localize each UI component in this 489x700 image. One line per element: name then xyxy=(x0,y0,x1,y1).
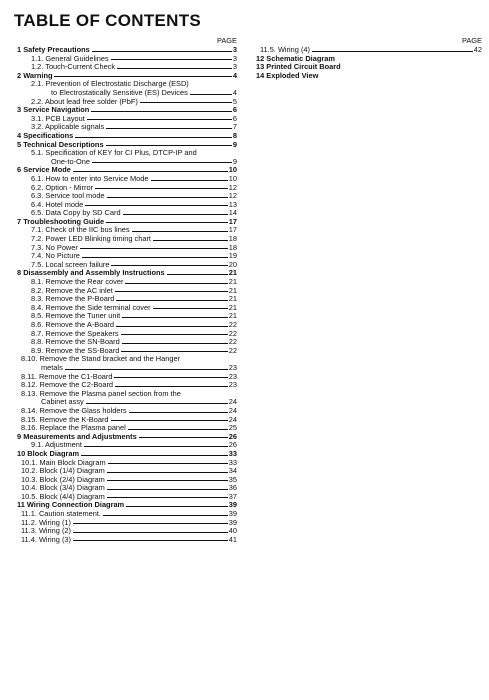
toc-entry-number: 10.1. xyxy=(21,457,38,467)
leader-line xyxy=(153,308,228,309)
toc-entry-page: 21 xyxy=(228,268,237,278)
toc-entry-text: Exploded View xyxy=(266,70,319,80)
leader-line xyxy=(129,412,228,413)
leader-line xyxy=(54,76,231,77)
toc-entry-page: 36 xyxy=(228,483,237,493)
toc-entry-number: 7.3. xyxy=(31,242,44,252)
leader-line xyxy=(312,51,473,52)
leader-line xyxy=(92,51,232,52)
toc-entry-page: 24 xyxy=(228,397,237,407)
toc-entry-page: 37 xyxy=(228,491,237,501)
toc-entry xyxy=(17,536,237,545)
leader-line xyxy=(107,489,228,490)
toc-entry-page: 6 xyxy=(232,105,237,115)
toc-entry-text: Option - Mirror xyxy=(45,182,94,192)
toc-entry-number: 8.16. xyxy=(21,423,38,433)
toc-entry-number: 9 xyxy=(17,431,22,441)
toc-entry-text: Touch-Current Check xyxy=(45,62,116,72)
toc-entry-page: 4 xyxy=(232,70,237,80)
leader-line xyxy=(103,515,228,516)
leader-line xyxy=(107,197,228,198)
toc-entry-page: 22 xyxy=(228,337,237,347)
toc-entry-page: 21 xyxy=(228,294,237,304)
toc-entry-text: Remove the Tuner unit xyxy=(45,311,121,321)
leader-line xyxy=(95,188,228,189)
toc-entry-text: Technical Descriptions xyxy=(23,139,104,149)
leader-line xyxy=(121,351,227,352)
toc-entry-page: 20 xyxy=(228,259,237,269)
toc-entry-page: 21 xyxy=(228,285,237,295)
toc-entry-page: 39 xyxy=(228,500,237,510)
toc-entry-text: Remove the SN-Board xyxy=(45,337,120,347)
toc-entry-text: Service Mode xyxy=(23,165,71,175)
toc-entry-page: 10 xyxy=(228,165,237,175)
toc-entry-page: 6 xyxy=(232,113,237,123)
leader-line xyxy=(140,102,232,103)
toc-entry-text: About lead free solder (PbF) xyxy=(44,96,138,106)
toc-entry-page: 39 xyxy=(228,517,237,527)
toc-entry-text: Troubleshooting Guide xyxy=(23,216,105,226)
toc-entry-number: 8.7. xyxy=(31,328,44,338)
toc-entry-number: 8.8. xyxy=(31,337,44,347)
toc-entry-page: 24 xyxy=(228,414,237,424)
toc-entry-number: 7.4. xyxy=(31,251,44,261)
toc-entry-page: 40 xyxy=(228,526,237,536)
toc-entry-page: 42 xyxy=(473,45,482,54)
toc-entry-number: 8.1. xyxy=(31,277,44,287)
toc-entry-number: 7.1. xyxy=(31,225,44,235)
toc-entry-title: Prevention of Electrostatic Discharge (ESD) xyxy=(45,79,189,89)
toc-entry-text: Printed Circuit Board xyxy=(266,62,341,72)
leader-line xyxy=(81,455,228,456)
toc-entry-line xyxy=(17,149,237,158)
toc-entry-page: 24 xyxy=(228,405,237,415)
toc-entry-page: 22 xyxy=(228,320,237,329)
toc-entry-title: Remove the Plasma panel section from the xyxy=(39,388,181,398)
leader-line xyxy=(116,326,228,327)
toc-entry-text: Replace the Plasma panel xyxy=(39,423,126,433)
toc-entry-number: 6.5. xyxy=(31,208,44,218)
toc-entry-continuation: to Electrostatically Sensitive (ES) Devices xyxy=(51,87,188,97)
leader-line xyxy=(86,403,228,404)
leader-line xyxy=(82,257,228,258)
toc-entry-text: No Picture xyxy=(45,251,80,261)
toc-entry-number: 11 xyxy=(17,500,25,510)
leader-line xyxy=(106,222,228,223)
toc-entry-page: 25 xyxy=(228,423,237,433)
toc-entry-text: Remove the P-Board xyxy=(45,294,115,304)
leader-line xyxy=(106,145,232,146)
toc-entry-number: 11.5. xyxy=(260,45,276,54)
leader-line xyxy=(190,94,232,95)
toc-entry-text: Wiring (1) xyxy=(38,517,71,527)
toc-entry-text: Remove the Rear cover xyxy=(45,277,124,287)
leader-line xyxy=(75,137,232,138)
toc-entry-text: Remove the A-Board xyxy=(45,320,114,329)
toc-entry-text: Block (2/4) Diagram xyxy=(39,474,105,484)
toc-entry-page: 26 xyxy=(228,440,237,450)
toc-entry-number: 10.2. xyxy=(21,466,38,476)
toc-entry-number: 11.1. xyxy=(21,509,37,519)
toc-entry-number: 12 xyxy=(256,53,265,63)
toc-entry-page: 21 xyxy=(228,302,237,312)
toc-entry-text: Service Navigation xyxy=(23,105,90,115)
leader-line xyxy=(123,214,228,215)
toc-entry-number: 5.1. xyxy=(31,148,44,158)
toc-entry-text: Schematic Diagram xyxy=(266,53,335,63)
toc-entry-number: 3.1. xyxy=(31,113,44,123)
toc-entry-page: 8 xyxy=(232,130,237,140)
toc-entry-text: Remove the C1-Board xyxy=(38,371,113,381)
toc-list-right xyxy=(256,46,482,80)
toc-section xyxy=(256,72,482,81)
leader-line xyxy=(153,240,228,241)
toc-entry-page: 33 xyxy=(228,448,237,458)
toc-entry-text: Remove the C2-Board xyxy=(39,380,114,390)
toc-entry-number: 8.9. xyxy=(31,345,44,355)
leader-line xyxy=(87,119,232,120)
toc-entry-text: No Power xyxy=(45,242,78,252)
toc-entry-page: 17 xyxy=(228,225,237,235)
toc-entry-text: Block Diagram xyxy=(27,448,80,458)
leader-line xyxy=(107,497,228,498)
toc-entry-text: Warning xyxy=(23,70,53,80)
page-column-header: PAGE xyxy=(462,36,482,45)
toc-entry-page: 13 xyxy=(228,199,237,209)
toc-entry-number: 13 xyxy=(256,62,265,72)
leader-line xyxy=(117,68,232,69)
toc-entry-number: 6.1. xyxy=(31,173,44,183)
toc-entry-text: Power LED Blinking timing chart xyxy=(45,234,151,244)
toc-entry-continuation: metals xyxy=(41,362,63,372)
leader-line xyxy=(115,386,228,387)
leader-line xyxy=(107,480,228,481)
toc-entry-number: 9.1. xyxy=(31,440,44,450)
toc-entry-text: Remove the Speakers xyxy=(45,328,119,338)
toc-entry-page: 9 xyxy=(232,156,237,166)
toc-entry-text: Specifications xyxy=(23,130,74,140)
toc-entry-number: 11.3. xyxy=(21,526,37,536)
leader-line xyxy=(73,523,228,524)
toc-entry-number: 10.4. xyxy=(21,483,38,493)
toc-entry-text: Remove the Glass holders xyxy=(39,405,127,415)
toc-entry-text: Hotel mode xyxy=(45,199,84,209)
leader-line xyxy=(139,437,228,438)
leader-line xyxy=(80,248,228,249)
toc-entry-page: 19 xyxy=(228,251,237,261)
toc-entry-page: 18 xyxy=(228,242,237,252)
toc-entry-text: Remove the Side terminal cover xyxy=(45,302,151,312)
toc-entry-number: 1 xyxy=(17,45,22,54)
toc-entry-text: Adjustment xyxy=(44,440,82,450)
toc-entry-page: 9 xyxy=(232,139,237,149)
toc-entry-number: 3.2. xyxy=(31,122,44,132)
toc-entry-page: 12 xyxy=(228,191,237,201)
toc-entry-page: 22 xyxy=(228,345,237,355)
leader-line xyxy=(116,300,227,301)
toc-entry-text: Applicable signals xyxy=(44,122,105,132)
toc-entry-page: 14 xyxy=(228,208,237,218)
toc-entry-page: 5 xyxy=(232,96,237,106)
toc-entry-text: PCB Layout xyxy=(45,113,85,123)
leader-line xyxy=(167,274,228,275)
leader-line xyxy=(111,420,228,421)
toc-entry-text: Block (4/4) Diagram xyxy=(39,491,105,501)
toc-entry-number: 7.5. xyxy=(31,259,44,269)
toc-entry-number: 8.3. xyxy=(31,294,44,304)
toc-entry-text: Measurements and Adjustments xyxy=(23,431,137,441)
toc-entry-number: 7 xyxy=(17,216,22,226)
leader-line xyxy=(114,377,227,378)
toc-section-title xyxy=(256,72,318,81)
toc-entry-number: 10.5. xyxy=(21,491,38,501)
toc-entry-number: 7.2. xyxy=(31,234,44,244)
toc-entry-number: 8.6. xyxy=(31,320,44,329)
leader-line xyxy=(91,111,232,112)
leader-line xyxy=(151,180,228,181)
toc-entry-page: 34 xyxy=(228,466,237,476)
toc-entry-continuation: One-to-One xyxy=(51,156,91,166)
toc-right-column xyxy=(256,37,482,80)
toc-entry-page: 41 xyxy=(228,534,237,544)
toc-entry-page: 18 xyxy=(228,234,237,244)
toc-entry-number: 8.13. xyxy=(21,388,38,398)
toc-entry-text: Check of the IIC bus lines xyxy=(45,225,130,235)
leader-line xyxy=(121,334,228,335)
leader-line xyxy=(84,446,228,447)
toc-entry-page: 22 xyxy=(228,328,237,338)
toc-entry-number: 11.2. xyxy=(21,517,37,527)
toc-entry-number: 14 xyxy=(256,70,265,80)
toc-entry-number: 8.11. xyxy=(21,371,37,381)
toc-entry-number: 8.10. xyxy=(21,354,38,364)
leader-line xyxy=(73,171,228,172)
leader-line xyxy=(122,317,228,318)
toc-entry-number: 8.4. xyxy=(31,302,44,312)
toc-entry-number: 8 xyxy=(17,268,22,278)
toc-entry-text: Wiring Connection Diagram xyxy=(26,500,125,510)
leader-line xyxy=(73,532,228,533)
toc-entry-page: 26 xyxy=(228,431,237,441)
toc-entry-page: 4 xyxy=(232,87,237,97)
leader-line xyxy=(128,429,228,430)
toc-entry-number: 1.2. xyxy=(31,62,44,72)
toc-entry-number: 10.3. xyxy=(21,474,38,484)
toc-entry-page: 3 xyxy=(232,45,237,54)
toc-entry-number: 6 xyxy=(17,165,22,175)
toc-entry-number: 8.5. xyxy=(31,311,44,321)
toc-entry-page: 23 xyxy=(228,362,237,372)
toc-entry-title: Specification of KEY for CI Plus, DTCP-IP and xyxy=(45,148,197,158)
toc-entry-page: 3 xyxy=(232,53,237,63)
page-title: TABLE OF CONTENTS xyxy=(14,11,202,30)
toc-entry-number: 8.15. xyxy=(21,414,38,424)
leader-line xyxy=(126,506,228,507)
toc-entry-text: General Guidelines xyxy=(45,53,109,63)
toc-entry-page: 21 xyxy=(228,311,237,321)
toc-entry-text: Disassembly and Assembly Instructions xyxy=(23,268,165,278)
toc-entry-text: Remove the SS-Board xyxy=(45,345,120,355)
toc-entry-number: 8.2. xyxy=(31,285,44,295)
leader-line xyxy=(115,291,228,292)
toc-entry-number: 2 xyxy=(17,70,22,80)
leader-line xyxy=(111,59,232,60)
toc-entry-text: How to enter into Service Mode xyxy=(45,173,149,183)
toc-entry-number: 8.12. xyxy=(21,380,38,390)
toc-entry-text: Wiring (3) xyxy=(38,534,71,544)
toc-entry-page: 35 xyxy=(228,474,237,484)
toc-entry-page: 39 xyxy=(228,509,237,519)
toc-entry-text: Main Block Diagram xyxy=(39,457,106,467)
toc-entry-number: 4 xyxy=(17,130,22,140)
toc-entry-text: Service tool mode xyxy=(45,191,105,201)
leader-line xyxy=(111,265,227,266)
toc-list-left xyxy=(17,46,237,544)
toc-entry-number: 1.1. xyxy=(31,53,44,63)
leader-line xyxy=(85,205,228,206)
toc-entry-text: Block (3/4) Diagram xyxy=(39,483,105,493)
leader-line xyxy=(107,472,228,473)
toc-entry-page: 21 xyxy=(228,277,237,287)
leader-line xyxy=(122,343,228,344)
toc-entry-number: 5 xyxy=(17,139,22,149)
toc-entry-text: Remove the K-Board xyxy=(39,414,109,424)
toc-entry-page: 23 xyxy=(228,380,237,390)
toc-entry-number: 2.1. xyxy=(31,79,44,89)
toc-entry-number: 6.4. xyxy=(31,199,44,209)
toc-left-column xyxy=(17,37,237,544)
leader-line xyxy=(125,283,227,284)
toc-entry-text: Wiring (4) xyxy=(277,45,310,54)
leader-line xyxy=(106,128,232,129)
toc-entry-text: Block (1/4) Diagram xyxy=(39,466,105,476)
toc-entry-page: 12 xyxy=(228,182,237,192)
toc-entry-text: Remove the AC inlet xyxy=(45,285,113,295)
toc-entry-text: Local screen failure xyxy=(45,259,110,269)
leader-line xyxy=(65,369,228,370)
leader-line xyxy=(73,540,228,541)
toc-entry-page: 3 xyxy=(232,62,237,72)
toc-entry-title: Remove the Stand bracket and the Hanger xyxy=(39,354,181,364)
toc-entry-text: Data Copy by SD Card xyxy=(45,208,121,218)
leader-line xyxy=(132,231,228,232)
toc-entry-text: Safety Precautions xyxy=(23,45,90,54)
toc-entry-number: 6.2. xyxy=(31,182,44,192)
toc-entry-number: 2.2. xyxy=(31,96,44,106)
toc-entry-number: 3 xyxy=(17,105,22,115)
toc-entry-page: 17 xyxy=(228,216,237,226)
leader-line xyxy=(92,162,232,163)
toc-entry-continuation: Cabinet assy xyxy=(41,397,84,407)
toc-entry-page: 23 xyxy=(228,371,237,381)
leader-line xyxy=(108,463,228,464)
toc-entry-page: 33 xyxy=(228,457,237,467)
toc-entry-number: 6.3. xyxy=(31,191,44,201)
toc-entry-title xyxy=(21,536,71,545)
toc-entry-text: Wiring (2) xyxy=(38,526,71,536)
toc-entry-page: 7 xyxy=(232,122,237,132)
page-column-header: PAGE xyxy=(217,36,237,45)
toc-entry-text: Caution statement. xyxy=(38,509,101,519)
toc-entry-number: 8.14. xyxy=(21,405,38,415)
toc-entry-number: 10 xyxy=(17,448,26,458)
toc-entry-number: 11.4. xyxy=(21,534,37,544)
toc-entry-page: 10 xyxy=(228,173,237,183)
